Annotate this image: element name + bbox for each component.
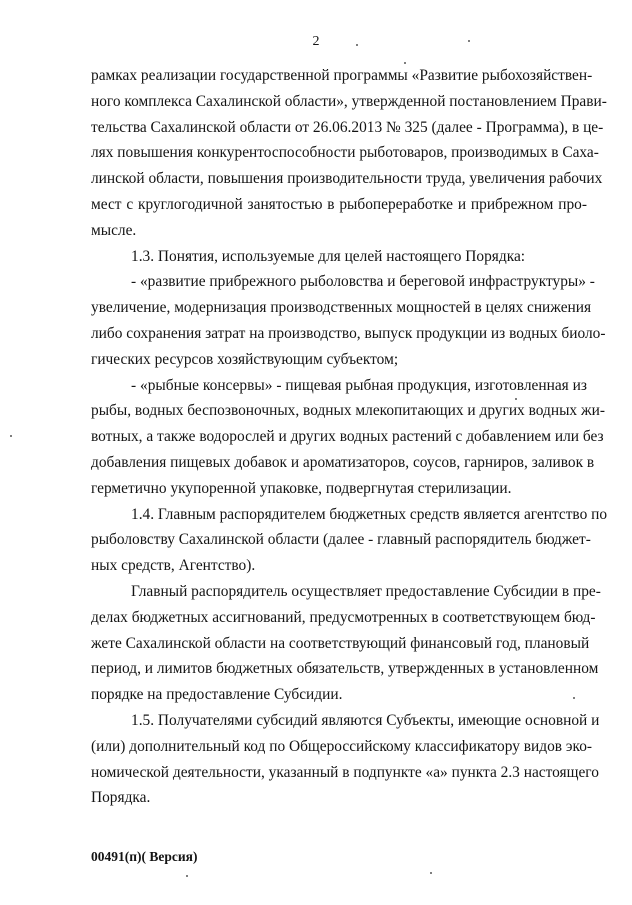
section-1-3-heading: 1.3. Понятия, используемые для целей настоящего Порядка: bbox=[131, 247, 526, 265]
text-line: жете Сахалинской области на соответствующий финансовый год, плановый bbox=[91, 634, 590, 652]
text-line: мест с круглогодичной занятостью в рыбопереработке и прибрежном про- bbox=[91, 195, 587, 213]
text-line: либо сохранения затрат на производство, выпуск продукции из водных биоло- bbox=[91, 324, 606, 342]
scan-speck bbox=[430, 872, 432, 874]
scan-speck bbox=[468, 40, 470, 42]
text-line: порядке на предоставление Субсидии. bbox=[91, 686, 343, 704]
scan-speck bbox=[10, 435, 12, 437]
text-line: делах бюджетных ассигнований, предусмотренных в соответствующем бюд- bbox=[91, 608, 596, 626]
scan-speck bbox=[186, 875, 188, 877]
section-1-4-paragraph: 1.4. Главным распорядителем бюджетных средств является агентство по bbox=[131, 505, 608, 523]
document-footer-code: 00491(п)( Версия) bbox=[91, 849, 198, 864]
text-line: лях повышения конкурентоспособности рыботоваров, производимых в Саха- bbox=[91, 144, 599, 162]
text-line: мысле. bbox=[91, 221, 137, 239]
scan-speck bbox=[404, 62, 406, 64]
scan-speck bbox=[515, 398, 517, 400]
text-line: увеличение, модернизация производственных мощностей в целях снижения bbox=[91, 299, 592, 317]
text-line: - «развитие прибрежного рыболовства и береговой инфраструктуры» - bbox=[131, 273, 595, 291]
text-line: Порядка. bbox=[91, 789, 151, 807]
page-number: 2 bbox=[312, 34, 320, 49]
text-line: Главный распорядитель осуществляет предоставление Субсидии в пре- bbox=[131, 582, 601, 600]
text-line: (или) дополнительный код по Общероссийскому классификатору видов эко- bbox=[91, 737, 593, 755]
text-line: вотных, а также водорослей и других водных растений с добавлением или без bbox=[91, 428, 604, 446]
text-line: - «рыбные консервы» - пищевая рыбная продукция, изготовленная из bbox=[131, 376, 587, 394]
text-line: период, и лимитов бюджетных обязательств, утвержденных в установленном bbox=[91, 660, 599, 678]
text-line: тельства Сахалинской области от 26.06.2013 № 325 (далее - Программа), в це- bbox=[91, 118, 604, 136]
scan-speck bbox=[356, 44, 358, 46]
text-line: рамках реализации государственной программы «Развитие рыбохозяйствен- bbox=[91, 67, 593, 84]
section-1-5-paragraph: 1.5. Получателями субсидий являются Субъекты, имеющие основной и bbox=[131, 711, 600, 729]
text-line: номической деятельности, указанный в подпункте «а» пункта 2.3 настоящего bbox=[91, 763, 599, 781]
text-line: ных средств, Агентство). bbox=[91, 557, 256, 575]
text-line: гических ресурсов хозяйствующим субъектом; bbox=[91, 350, 399, 368]
text-line: ного комплекса Сахалинской области», утвержденной постановлением Прави- bbox=[91, 92, 607, 110]
text-line: герметично укупоренной упаковке, подвергнутая стерилизации. bbox=[91, 479, 512, 497]
scan-speck bbox=[573, 697, 575, 699]
document-body bbox=[91, 63, 608, 811]
text-line: линской области, повышения производительности труда, увеличения рабочих bbox=[91, 170, 603, 188]
text-line: рыбы, водных беспозвоночных, водных млекопитающих и других водных жи- bbox=[91, 402, 605, 420]
text-line: рыболовству Сахалинской области (далее - главный распорядитель бюджет- bbox=[91, 531, 591, 549]
text-line: добавления пищевых добавок и ароматизаторов, соусов, гарниров, заливок в bbox=[91, 453, 595, 471]
